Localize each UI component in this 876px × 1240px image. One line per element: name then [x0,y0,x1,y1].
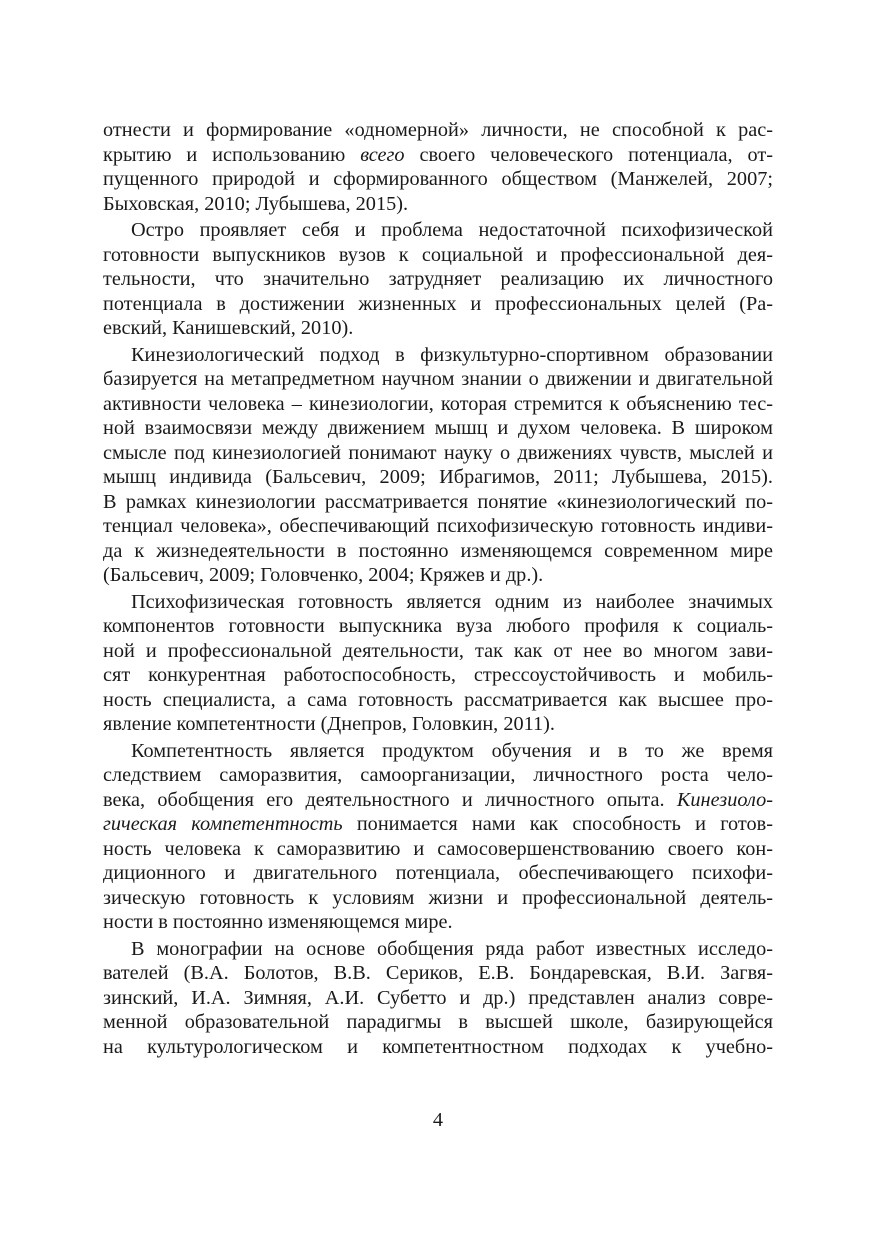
text-run: зинский, И.А. Зимняя, А.И. Субетто и др.) представлен анализ совре- [103,986,773,1009]
text-line [103,514,773,539]
text-run: (Бальсевич, 2009; Головченко, 2004; Кряжев и др.). [103,564,544,586]
text-line [103,961,773,986]
text-line [103,861,773,886]
text-line [103,688,773,713]
text-line [103,267,773,292]
text-line [103,292,773,317]
text-line [103,788,773,813]
italic-text: Кинезиоло- [676,788,773,811]
text-line [103,218,773,243]
text-line [103,910,773,935]
text-run: В рамках кинезиологии рассматривается понятие «кинезиологический по- [103,490,773,513]
paragraph-2 [103,218,773,341]
text-line [103,167,773,192]
text-line [103,563,773,588]
text-run: компонентов готовности выпускника вуза любого профиля к социаль- [103,615,773,637]
text-line [103,118,773,143]
text-line [103,739,773,764]
page-number: 4 [432,1109,444,1131]
text-run: ность человека к саморазвитию и самосовершенствованию своего кон- [103,837,773,860]
text-run: тельности, что значительно затрудняет реализацию их личностного [103,268,773,290]
paragraph-4 [103,590,773,737]
text-line [103,614,773,639]
text-run: зическую готовность к условиям жизни и профессиональной деятель- [103,886,773,909]
text-run: Кинезиологический подход в физкультурно-спортивном образовании [131,343,773,366]
text-run: пущенного природой и сформированного обществом (Манжелей, 2007; [103,168,773,190]
text-run: да к жизнедеятельности в постоянно изменяющемся современном мире [103,539,773,562]
text-run: ной и профессиональной деятельности, так как от нее во многом зави- [103,639,773,662]
text-line [103,367,773,392]
text-run: крытию и использованию [103,143,361,166]
text-run: В монографии на основе обобщения ряда работ известных исследо- [131,937,773,960]
text-line [103,837,773,862]
italic-text: гическая компетентность [103,813,343,835]
text-line [103,539,773,564]
text-run: ной взаимосвязи между движением мышц и духом человека. В широком [103,417,773,439]
text-run: своего человеческого потенциала, от- [404,143,774,166]
text-run: на культурологическом и компетентностном подходах к учебно- [103,1035,773,1058]
text-line [103,663,773,688]
text-run: готовности выпускников вузов к социальной и профессиональной дея- [103,243,773,266]
text-run: ность специалиста, а сама готовность рассматривается как высшее про- [103,688,773,711]
text-line [103,143,773,168]
body-text [103,118,773,1059]
text-run: евский, Канишевский, 2010). [103,317,354,339]
text-run: менной образовательной парадигмы в высшей школе, базирующейся [103,1011,773,1033]
text-line [103,1035,773,1060]
text-line [103,712,773,737]
text-line [103,763,773,788]
text-run: тенциал человека», обеспечивающий психофизическую готовность индиви- [103,515,773,537]
text-run: века, обобщения его деятельностного и личностного опыта. [103,788,677,811]
text-line [103,886,773,911]
text-line [103,243,773,268]
paragraph-1 [103,118,773,216]
text-run: сят конкурентная работоспособность, стрессоустойчивость и мобиль- [103,664,773,686]
text-run: отнести и формирование «одномерной» личности, не способной к рас- [103,119,773,141]
text-run: Психофизическая готовность является одним из наиболее значимых [131,590,773,613]
text-line [103,812,773,837]
text-line [103,1010,773,1035]
paragraph-6 [103,937,773,1060]
text-line [103,441,773,466]
text-run: Компетентность является продуктом обучения и в то же время [131,739,773,762]
paragraph-5 [103,739,773,935]
text-line [103,590,773,615]
text-run: мышц индивида (Бальсевич, 2009; Ибрагимов, 2011; Лубышева, 2015). [103,466,773,488]
text-run: понимается нами как способность и готов- [342,813,773,835]
text-line [103,343,773,368]
text-run: активности человека – кинезиологии, которая стремится к объяснению тес- [103,392,773,415]
text-line [103,416,773,441]
text-line [103,392,773,417]
text-run: вателей (В.А. Болотов, В.В. Сериков, Е.В. Бондаревская, В.И. Загвя- [103,962,773,984]
text-line [103,490,773,515]
text-line [103,937,773,962]
text-line [103,465,773,490]
text-run: базируется на метапредметном научном знании о движении и двигательной [103,368,773,390]
text-run: смысле под кинезиологией понимают науку о движениях чувств, мыслей и [103,441,773,464]
text-run: потенциала в достижении жизненных и профессиональных целей (Ра- [103,292,773,315]
text-run: Быховская, 2010; Лубышева, 2015). [103,192,409,215]
text-run: ности в постоянно изменяющемся мире. [103,911,453,933]
text-run: следствием саморазвития, самоорганизации, личностного роста чело- [103,764,773,786]
paragraph-3 [103,343,773,588]
text-line [103,316,773,341]
text-run: Остро проявляет себя и проблема недостаточной психофизической [131,219,773,241]
text-run: диционного и двигательного потенциала, обеспечивающего психофи- [103,862,773,884]
text-line [103,192,773,217]
text-line [103,639,773,664]
italic-text: всего [360,143,405,166]
text-run: явление компетентности (Днепров, Головкин, 2011). [103,713,555,735]
text-line [103,986,773,1011]
